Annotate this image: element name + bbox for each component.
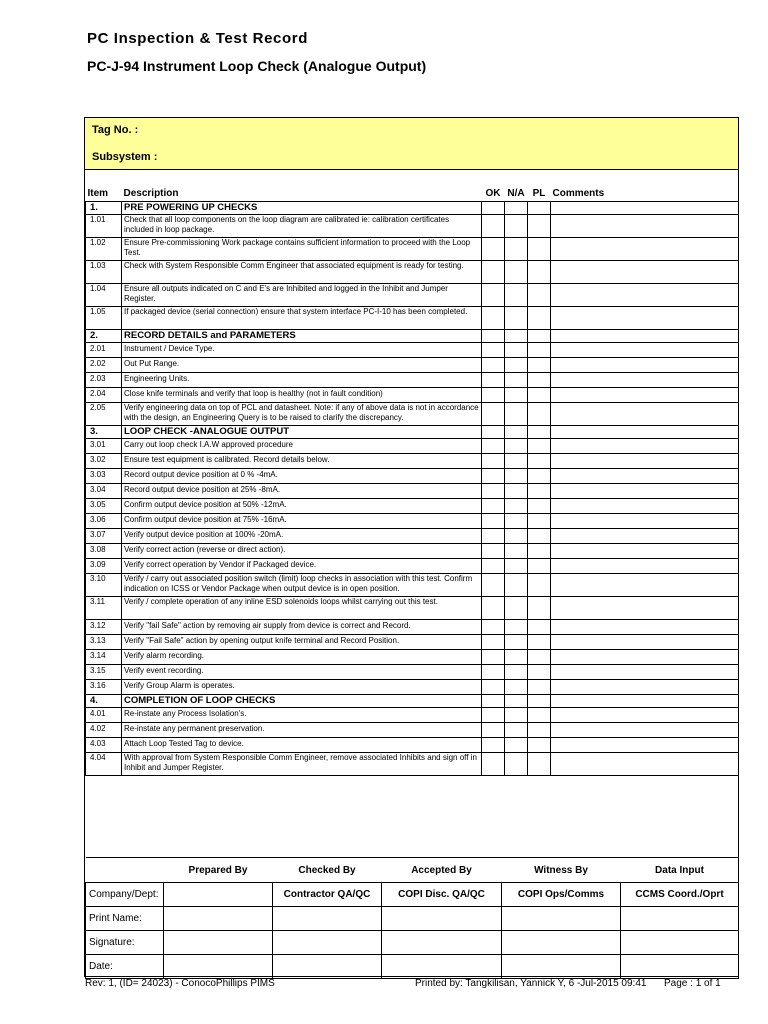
checklist-item-row bbox=[86, 708, 739, 723]
item-number: 1.04 bbox=[86, 284, 122, 307]
ok-checkbox[interactable] bbox=[482, 261, 505, 284]
item-description: Ensure test equipment is calibrated. Record details below. bbox=[122, 454, 482, 469]
item-number: 2.05 bbox=[86, 403, 122, 426]
item-number: 3.01 bbox=[86, 439, 122, 454]
na-checkbox[interactable] bbox=[505, 708, 528, 723]
item-number: 1.03 bbox=[86, 261, 122, 284]
checklist-item-row bbox=[86, 215, 739, 238]
checklist-item-row bbox=[86, 665, 739, 680]
comments-field[interactable] bbox=[551, 665, 739, 680]
na-checkbox[interactable] bbox=[505, 635, 528, 650]
ok-checkbox[interactable] bbox=[482, 343, 505, 358]
na-checkbox[interactable] bbox=[505, 499, 528, 514]
na-checkbox[interactable] bbox=[505, 238, 528, 261]
item-number: 3.13 bbox=[86, 635, 122, 650]
ok-cell bbox=[482, 202, 505, 215]
ok-checkbox[interactable] bbox=[482, 439, 505, 454]
pl-checkbox[interactable] bbox=[528, 708, 551, 723]
na-checkbox[interactable] bbox=[505, 544, 528, 559]
ok-checkbox[interactable] bbox=[482, 499, 505, 514]
pl-checkbox[interactable] bbox=[528, 574, 551, 597]
signoff-field[interactable] bbox=[621, 955, 739, 979]
checklist-body bbox=[86, 202, 739, 776]
na-checkbox[interactable] bbox=[505, 559, 528, 574]
pl-checkbox[interactable] bbox=[528, 358, 551, 373]
signoff-row-label: Company/Dept: bbox=[86, 883, 164, 907]
na-checkbox[interactable] bbox=[505, 574, 528, 597]
pl-checkbox[interactable] bbox=[528, 665, 551, 680]
comments-field[interactable] bbox=[551, 753, 739, 776]
item-description: Verify alarm recording. bbox=[122, 650, 482, 665]
item-description: Re-instate any permanent preservation. bbox=[122, 723, 482, 738]
section-title: RECORD DETAILS and PARAMETERS bbox=[122, 330, 482, 343]
pl-checkbox[interactable] bbox=[528, 484, 551, 499]
item-number: 3.02 bbox=[86, 454, 122, 469]
section-title: PRE POWERING UP CHECKS bbox=[122, 202, 482, 215]
item-description: Attach Loop Tested Tag to device. bbox=[122, 738, 482, 753]
column-header-comments: Comments bbox=[552, 188, 605, 199]
item-description: Instrument / Device Type. bbox=[122, 343, 482, 358]
ok-checkbox[interactable] bbox=[482, 597, 505, 620]
pl-checkbox[interactable] bbox=[528, 514, 551, 529]
ok-checkbox[interactable] bbox=[482, 723, 505, 738]
na-checkbox[interactable] bbox=[505, 215, 528, 238]
na-checkbox[interactable] bbox=[505, 680, 528, 695]
item-number: 3.15 bbox=[86, 665, 122, 680]
comments-field[interactable] bbox=[551, 738, 739, 753]
comments-field[interactable] bbox=[551, 238, 739, 261]
signoff-field[interactable] bbox=[621, 907, 739, 931]
na-cell bbox=[505, 330, 528, 343]
signoff-row bbox=[86, 883, 739, 907]
item-number: 3.09 bbox=[86, 559, 122, 574]
checklist-item-row bbox=[86, 439, 739, 454]
comments-field[interactable] bbox=[551, 559, 739, 574]
checklist-item-row bbox=[86, 559, 739, 574]
column-header-description: Description bbox=[123, 188, 179, 199]
column-header-pl: PL bbox=[532, 188, 546, 199]
na-checkbox[interactable] bbox=[505, 738, 528, 753]
ok-cell bbox=[482, 695, 505, 708]
pl-checkbox[interactable] bbox=[528, 650, 551, 665]
comments-field[interactable] bbox=[551, 708, 739, 723]
pl-checkbox[interactable] bbox=[528, 723, 551, 738]
checklist-item-row bbox=[86, 469, 739, 484]
comments-field[interactable] bbox=[551, 307, 739, 330]
na-checkbox[interactable] bbox=[505, 650, 528, 665]
section-number: 1. bbox=[86, 202, 122, 215]
section-number: 4. bbox=[86, 695, 122, 708]
item-number: 3.16 bbox=[86, 680, 122, 695]
item-description: With approval from System Responsible Comm Engineer, remove associated Inhibits and sign off in Inhibit and Jumper Register. bbox=[122, 753, 482, 776]
comments-field[interactable] bbox=[551, 388, 739, 403]
section-row bbox=[86, 426, 739, 439]
checklist-item-row bbox=[86, 680, 739, 695]
item-number: 2.02 bbox=[86, 358, 122, 373]
na-checkbox[interactable] bbox=[505, 620, 528, 635]
section-row bbox=[86, 330, 739, 343]
item-number: 2.01 bbox=[86, 343, 122, 358]
signoff-value: Contractor QA/QC bbox=[273, 883, 382, 907]
checklist-item-row bbox=[86, 373, 739, 388]
checklist-item-row bbox=[86, 484, 739, 499]
na-cell bbox=[505, 426, 528, 439]
ok-checkbox[interactable] bbox=[482, 454, 505, 469]
signoff-field[interactable] bbox=[164, 883, 273, 907]
item-number: 4.02 bbox=[86, 723, 122, 738]
checklist-item-row bbox=[86, 544, 739, 559]
ok-checkbox[interactable] bbox=[482, 665, 505, 680]
comments-cell bbox=[551, 330, 739, 343]
pl-checkbox[interactable] bbox=[528, 261, 551, 284]
checklist-item-row bbox=[86, 753, 739, 776]
section-title: LOOP CHECK -ANALOGUE OUTPUT bbox=[122, 426, 482, 439]
signoff-header: Data Input bbox=[621, 858, 739, 883]
pl-checkbox[interactable] bbox=[528, 559, 551, 574]
item-description: Record output device position at 25% -8mA. bbox=[122, 484, 482, 499]
subsystem-label: Subsystem : bbox=[92, 151, 158, 163]
na-checkbox[interactable] bbox=[505, 343, 528, 358]
na-checkbox[interactable] bbox=[505, 454, 528, 469]
pl-checkbox[interactable] bbox=[528, 544, 551, 559]
na-checkbox[interactable] bbox=[505, 388, 528, 403]
tag-box bbox=[85, 118, 738, 170]
na-checkbox[interactable] bbox=[505, 484, 528, 499]
item-description: Carry out loop check I.A.W approved procedure bbox=[122, 439, 482, 454]
document-title: PC Inspection & Test Record bbox=[87, 30, 308, 47]
checklist-item-row bbox=[86, 514, 739, 529]
signoff-field[interactable] bbox=[273, 931, 382, 955]
comments-field[interactable] bbox=[551, 574, 739, 597]
pl-checkbox[interactable] bbox=[528, 343, 551, 358]
section-row bbox=[86, 202, 739, 215]
signoff-field[interactable] bbox=[164, 955, 273, 979]
checklist-item-row bbox=[86, 284, 739, 307]
item-number: 3.05 bbox=[86, 499, 122, 514]
comments-field[interactable] bbox=[551, 439, 739, 454]
comments-field[interactable] bbox=[551, 469, 739, 484]
section-title: COMPLETION OF LOOP CHECKS bbox=[122, 695, 482, 708]
item-description: Verify correct operation by Vendor if Packaged device. bbox=[122, 559, 482, 574]
comments-field[interactable] bbox=[551, 680, 739, 695]
signoff-header: Witness By bbox=[502, 858, 621, 883]
item-description: Re-instate any Process Isolation's. bbox=[122, 708, 482, 723]
column-header-item: Item bbox=[87, 188, 109, 199]
item-number: 3.10 bbox=[86, 574, 122, 597]
item-number: 2.04 bbox=[86, 388, 122, 403]
checklist-item-row bbox=[86, 650, 739, 665]
checklist-item-row bbox=[86, 307, 739, 330]
na-checkbox[interactable] bbox=[505, 261, 528, 284]
pl-checkbox[interactable] bbox=[528, 284, 551, 307]
item-number: 4.04 bbox=[86, 753, 122, 776]
item-description: Verify correct action (reverse or direct action). bbox=[122, 544, 482, 559]
comments-cell bbox=[551, 426, 739, 439]
na-checkbox[interactable] bbox=[505, 753, 528, 776]
comments-field[interactable] bbox=[551, 635, 739, 650]
signoff-header: Accepted By bbox=[382, 858, 502, 883]
pl-checkbox[interactable] bbox=[528, 454, 551, 469]
item-number: 3.08 bbox=[86, 544, 122, 559]
item-number: 3.11 bbox=[86, 597, 122, 620]
ok-checkbox[interactable] bbox=[482, 403, 505, 426]
comments-field[interactable] bbox=[551, 597, 739, 620]
pl-checkbox[interactable] bbox=[528, 403, 551, 426]
pl-cell bbox=[528, 426, 551, 439]
na-checkbox[interactable] bbox=[505, 469, 528, 484]
section-row bbox=[86, 695, 739, 708]
item-description: Ensure all outputs indicated on C and E's are Inhibited and logged in the Inhibit and Jumper Register. bbox=[122, 284, 482, 307]
signoff-header-row bbox=[86, 858, 739, 883]
comments-field[interactable] bbox=[551, 650, 739, 665]
checklist-item-row bbox=[86, 261, 739, 284]
na-checkbox[interactable] bbox=[505, 403, 528, 426]
comments-field[interactable] bbox=[551, 514, 739, 529]
na-checkbox[interactable] bbox=[505, 307, 528, 330]
pl-cell bbox=[528, 202, 551, 215]
comments-field[interactable] bbox=[551, 215, 739, 238]
ok-checkbox[interactable] bbox=[482, 307, 505, 330]
item-number: 2.03 bbox=[86, 373, 122, 388]
item-description: Verify output device position at 100% -20mA. bbox=[122, 529, 482, 544]
comments-field[interactable] bbox=[551, 723, 739, 738]
column-header-na: N/A bbox=[507, 188, 525, 199]
ok-checkbox[interactable] bbox=[482, 574, 505, 597]
item-number: 3.03 bbox=[86, 469, 122, 484]
pl-checkbox[interactable] bbox=[528, 597, 551, 620]
na-checkbox[interactable] bbox=[505, 597, 528, 620]
pl-checkbox[interactable] bbox=[528, 635, 551, 650]
pl-checkbox[interactable] bbox=[528, 529, 551, 544]
item-number: 3.12 bbox=[86, 620, 122, 635]
document-subtitle: PC-J-94 Instrument Loop Check (Analogue Output) bbox=[87, 58, 427, 74]
pl-checkbox[interactable] bbox=[528, 388, 551, 403]
signoff-field[interactable] bbox=[502, 955, 621, 979]
item-number: 3.04 bbox=[86, 484, 122, 499]
signoff-row-label: Signature: bbox=[86, 931, 164, 955]
checklist-item-row bbox=[86, 388, 739, 403]
comments-field[interactable] bbox=[551, 499, 739, 514]
ok-checkbox[interactable] bbox=[482, 635, 505, 650]
pl-checkbox[interactable] bbox=[528, 620, 551, 635]
item-description: Engineering Units. bbox=[122, 373, 482, 388]
section-number: 3. bbox=[86, 426, 122, 439]
checklist-item-row bbox=[86, 597, 739, 620]
pl-checkbox[interactable] bbox=[528, 238, 551, 261]
na-checkbox[interactable] bbox=[505, 514, 528, 529]
signoff-table bbox=[85, 857, 739, 979]
item-number: 1.01 bbox=[86, 215, 122, 238]
ok-checkbox[interactable] bbox=[482, 620, 505, 635]
signoff-row bbox=[86, 931, 739, 955]
checklist-item-row bbox=[86, 403, 739, 426]
signoff-field[interactable] bbox=[502, 907, 621, 931]
column-header-ok: OK bbox=[485, 188, 501, 199]
item-description: Confirm output device position at 50% -12mA. bbox=[122, 499, 482, 514]
checklist-item-row bbox=[86, 529, 739, 544]
item-description: Close knife terminals and verify that loop is healthy (not in fault condition) bbox=[122, 388, 482, 403]
checklist-item-row bbox=[86, 574, 739, 597]
item-description: Verify event recording. bbox=[122, 665, 482, 680]
na-checkbox[interactable] bbox=[505, 284, 528, 307]
signoff-field[interactable] bbox=[382, 931, 502, 955]
footer-revision: Rev: 1, (ID= 24023) - ConocoPhillips PIMS bbox=[85, 978, 275, 989]
ok-cell bbox=[482, 330, 505, 343]
pl-checkbox[interactable] bbox=[528, 373, 551, 388]
section-number: 2. bbox=[86, 330, 122, 343]
pl-checkbox[interactable] bbox=[528, 738, 551, 753]
na-checkbox[interactable] bbox=[505, 723, 528, 738]
ok-checkbox[interactable] bbox=[482, 529, 505, 544]
checklist-item-row bbox=[86, 620, 739, 635]
signoff-row-label: Date: bbox=[86, 955, 164, 979]
item-number: 4.01 bbox=[86, 708, 122, 723]
ok-checkbox[interactable] bbox=[482, 388, 505, 403]
ok-checkbox[interactable] bbox=[482, 753, 505, 776]
na-cell bbox=[505, 695, 528, 708]
item-description: Check with System Responsible Comm Engineer that associated equipment is ready for testing. bbox=[122, 261, 482, 284]
signoff-field[interactable] bbox=[273, 907, 382, 931]
checklist-item-row bbox=[86, 358, 739, 373]
signoff-header-blank bbox=[86, 858, 164, 883]
na-checkbox[interactable] bbox=[505, 665, 528, 680]
item-description: Out Put Range. bbox=[122, 358, 482, 373]
item-number: 3.14 bbox=[86, 650, 122, 665]
comments-field[interactable] bbox=[551, 358, 739, 373]
pl-checkbox[interactable] bbox=[528, 499, 551, 514]
checklist-item-row bbox=[86, 635, 739, 650]
ok-checkbox[interactable] bbox=[482, 738, 505, 753]
item-description: Verify Group Alarm is operates. bbox=[122, 680, 482, 695]
ok-checkbox[interactable] bbox=[482, 708, 505, 723]
signoff-value: COPI Disc. QA/QC bbox=[382, 883, 502, 907]
na-checkbox[interactable] bbox=[505, 439, 528, 454]
signoff-value: COPI Ops/Comms bbox=[502, 883, 621, 907]
checklist-table bbox=[85, 186, 739, 776]
comments-field[interactable] bbox=[551, 529, 739, 544]
signoff-header: Checked By bbox=[273, 858, 382, 883]
pl-cell bbox=[528, 330, 551, 343]
ok-checkbox[interactable] bbox=[482, 544, 505, 559]
item-description: Confirm output device position at 75% -16mA. bbox=[122, 514, 482, 529]
signoff-field[interactable] bbox=[164, 907, 273, 931]
item-description: If packaged device (serial connection) ensure that system interface PC-I-10 has been completed. bbox=[122, 307, 482, 330]
ok-checkbox[interactable] bbox=[482, 373, 505, 388]
ok-checkbox[interactable] bbox=[482, 650, 505, 665]
pl-cell bbox=[528, 695, 551, 708]
ok-checkbox[interactable] bbox=[482, 284, 505, 307]
comments-field[interactable] bbox=[551, 484, 739, 499]
signoff-field[interactable] bbox=[382, 955, 502, 979]
signoff-row bbox=[86, 955, 739, 979]
signoff-row-label: Print Name: bbox=[86, 907, 164, 931]
checklist-header-row bbox=[86, 186, 739, 202]
signoff-header: Prepared By bbox=[164, 858, 273, 883]
na-checkbox[interactable] bbox=[505, 529, 528, 544]
comments-field[interactable] bbox=[551, 284, 739, 307]
comments-field[interactable] bbox=[551, 343, 739, 358]
footer-printed-by: Printed by: Tangkilisan, Yannick Y, 6 -Jul-2015 09:41 bbox=[415, 978, 647, 989]
signoff-field[interactable] bbox=[621, 931, 739, 955]
item-number: 3.06 bbox=[86, 514, 122, 529]
comments-field[interactable] bbox=[551, 620, 739, 635]
ok-checkbox[interactable] bbox=[482, 484, 505, 499]
checklist-item-row bbox=[86, 454, 739, 469]
comments-field[interactable] bbox=[551, 373, 739, 388]
signoff-body bbox=[86, 858, 739, 979]
pl-checkbox[interactable] bbox=[528, 469, 551, 484]
checklist-item-row bbox=[86, 738, 739, 753]
item-description: Verify "fail Safe" action by removing air supply from device is correct and Record. bbox=[122, 620, 482, 635]
item-description: Verify / complete operation of any inline ESD solenoids loops whilst carrying out this test. bbox=[122, 597, 482, 620]
item-description: Ensure Pre-commissioning Work package contains sufficient information to proceed with the Loop Test. bbox=[122, 238, 482, 261]
comments-field[interactable] bbox=[551, 403, 739, 426]
ok-cell bbox=[482, 426, 505, 439]
item-description: Verify / carry out associated position switch (limit) loop checks in association with this test. Confirm indication on ICSS or Vendor Package when output device is in open position. bbox=[122, 574, 482, 597]
item-description: Check that all loop components on the loop diagram are calibrated ie: calibration certificates included in loop package. bbox=[122, 215, 482, 238]
ok-checkbox[interactable] bbox=[482, 215, 505, 238]
checklist-item-row bbox=[86, 343, 739, 358]
signoff-field[interactable] bbox=[502, 931, 621, 955]
tag-no-label: Tag No. : bbox=[92, 124, 139, 136]
comments-field[interactable] bbox=[551, 544, 739, 559]
item-number: 1.05 bbox=[86, 307, 122, 330]
ok-checkbox[interactable] bbox=[482, 358, 505, 373]
pl-checkbox[interactable] bbox=[528, 753, 551, 776]
ok-checkbox[interactable] bbox=[482, 680, 505, 695]
pl-checkbox[interactable] bbox=[528, 439, 551, 454]
pl-checkbox[interactable] bbox=[528, 680, 551, 695]
comments-field[interactable] bbox=[551, 261, 739, 284]
checklist-item-row bbox=[86, 499, 739, 514]
ok-checkbox[interactable] bbox=[482, 514, 505, 529]
ok-checkbox[interactable] bbox=[482, 469, 505, 484]
item-number: 3.07 bbox=[86, 529, 122, 544]
item-description: Verify "Fail Safe" action by opening output knife terminal and Record Position. bbox=[122, 635, 482, 650]
signoff-value: CCMS Coord./Oprt bbox=[621, 883, 739, 907]
checklist-item-row bbox=[86, 723, 739, 738]
na-cell bbox=[505, 202, 528, 215]
item-number: 4.03 bbox=[86, 738, 122, 753]
item-description: Verify engineering data on top of PCL and datasheet. Note: if any of above data is not in accordance with the design, an Engineering Query is to be raised to clarify the discrepancy. bbox=[122, 403, 482, 426]
item-description: Record output device position at 0 % -4mA. bbox=[122, 469, 482, 484]
pl-checkbox[interactable] bbox=[528, 215, 551, 238]
signoff-field[interactable] bbox=[273, 955, 382, 979]
ok-checkbox[interactable] bbox=[482, 238, 505, 261]
comments-cell bbox=[551, 695, 739, 708]
na-checkbox[interactable] bbox=[505, 373, 528, 388]
signoff-field[interactable] bbox=[382, 907, 502, 931]
signoff-row bbox=[86, 907, 739, 931]
pl-checkbox[interactable] bbox=[528, 307, 551, 330]
comments-field[interactable] bbox=[551, 454, 739, 469]
ok-checkbox[interactable] bbox=[482, 559, 505, 574]
comments-cell bbox=[551, 202, 739, 215]
item-number: 1.02 bbox=[86, 238, 122, 261]
signoff-field[interactable] bbox=[164, 931, 273, 955]
na-checkbox[interactable] bbox=[505, 358, 528, 373]
footer-page-number: Page : 1 of 1 bbox=[664, 978, 721, 989]
checklist-item-row bbox=[86, 238, 739, 261]
